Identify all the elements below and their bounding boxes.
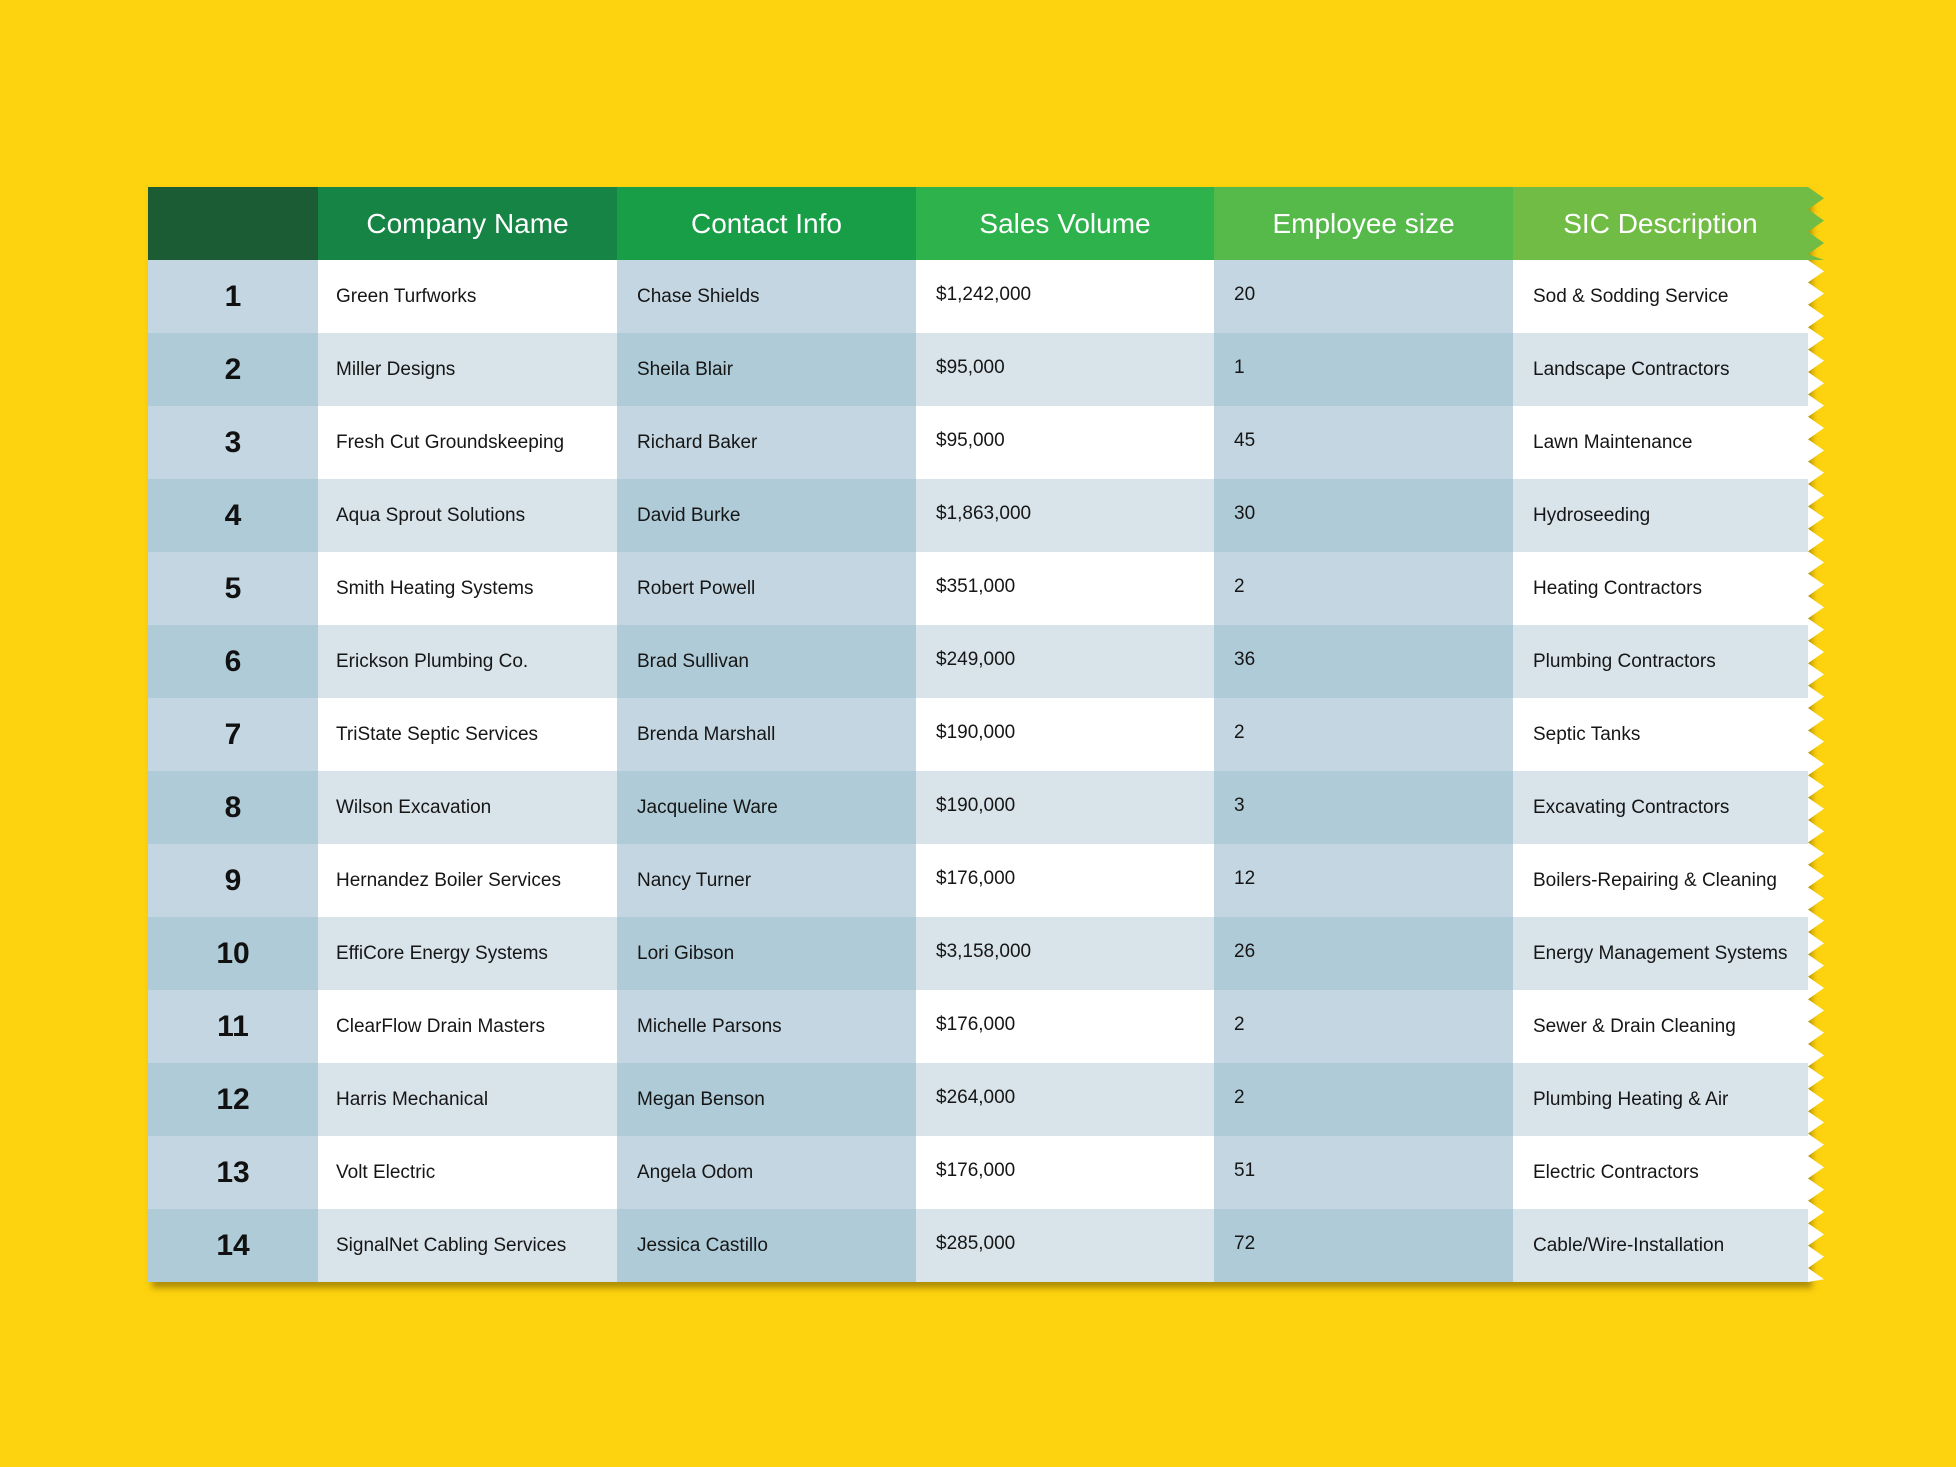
table-row[interactable] (148, 625, 1808, 698)
company-name: TriState Septic Services (318, 698, 617, 771)
row-number: 6 (148, 625, 318, 698)
row-number: 3 (148, 406, 318, 479)
company-name: Aqua Sprout Solutions (318, 479, 617, 552)
table-row[interactable] (148, 479, 1808, 552)
business-listings-table (148, 187, 1808, 1282)
contact-name: Robert Powell (617, 552, 916, 625)
row-number: 8 (148, 771, 318, 844)
sic-description: Landscape Contractors (1513, 333, 1808, 406)
contact-name: Brad Sullivan (617, 625, 916, 698)
employee-size: 30 (1214, 479, 1513, 552)
row-number: 1 (148, 260, 318, 333)
header-contact-info[interactable]: Contact Info (617, 187, 916, 260)
table-row[interactable] (148, 1209, 1808, 1282)
header-employee-size[interactable]: Employee size (1214, 187, 1513, 260)
sic-description: Plumbing Heating & Air (1513, 1063, 1808, 1136)
employee-size: 12 (1214, 844, 1513, 917)
company-name: Wilson Excavation (318, 771, 617, 844)
employee-size: 2 (1214, 1063, 1513, 1136)
sales-volume: $1,242,000 (916, 260, 1214, 333)
header-sic-description[interactable]: SIC Description (1513, 187, 1808, 260)
company-name: SignalNet Cabling Services (318, 1209, 617, 1282)
employee-size: 2 (1214, 552, 1513, 625)
contact-name: Lori Gibson (617, 917, 916, 990)
row-number: 12 (148, 1063, 318, 1136)
sales-volume: $190,000 (916, 698, 1214, 771)
company-name: Hernandez Boiler Services (318, 844, 617, 917)
row-number: 10 (148, 917, 318, 990)
table-row[interactable] (148, 917, 1808, 990)
sales-volume: $176,000 (916, 1136, 1214, 1209)
sales-volume: $190,000 (916, 771, 1214, 844)
sales-volume: $95,000 (916, 406, 1214, 479)
sales-volume: $264,000 (916, 1063, 1214, 1136)
row-number: 14 (148, 1209, 318, 1282)
contact-name: Angela Odom (617, 1136, 916, 1209)
contact-name: Sheila Blair (617, 333, 916, 406)
employee-size: 3 (1214, 771, 1513, 844)
employee-size: 51 (1214, 1136, 1513, 1209)
table-row[interactable] (148, 333, 1808, 406)
company-name: Green Turfworks (318, 260, 617, 333)
row-number: 2 (148, 333, 318, 406)
sic-description: Cable/Wire-Installation (1513, 1209, 1808, 1282)
sic-description: Plumbing Contractors (1513, 625, 1808, 698)
employee-size: 26 (1214, 917, 1513, 990)
table-row[interactable] (148, 771, 1808, 844)
table-body (148, 260, 1808, 1282)
sales-volume: $176,000 (916, 844, 1214, 917)
company-name: EffiCore Energy Systems (318, 917, 617, 990)
company-name: Erickson Plumbing Co. (318, 625, 617, 698)
company-name: Miller Designs (318, 333, 617, 406)
contact-name: Richard Baker (617, 406, 916, 479)
employee-size: 2 (1214, 698, 1513, 771)
contact-name: Michelle Parsons (617, 990, 916, 1063)
header-company-name[interactable]: Company Name (318, 187, 617, 260)
row-number: 5 (148, 552, 318, 625)
company-name: Fresh Cut Groundskeeping (318, 406, 617, 479)
sic-description: Boilers-Repairing & Cleaning (1513, 844, 1808, 917)
company-name: ClearFlow Drain Masters (318, 990, 617, 1063)
employee-size: 45 (1214, 406, 1513, 479)
row-number: 11 (148, 990, 318, 1063)
sales-volume: $1,863,000 (916, 479, 1214, 552)
company-name: Harris Mechanical (318, 1063, 617, 1136)
table-row[interactable] (148, 260, 1808, 333)
zigzag-edge (1808, 187, 1830, 1282)
header-sales-volume[interactable]: Sales Volume (916, 187, 1214, 260)
table-row[interactable] (148, 1063, 1808, 1136)
company-name: Volt Electric (318, 1136, 617, 1209)
row-number: 13 (148, 1136, 318, 1209)
sales-volume: $249,000 (916, 625, 1214, 698)
sic-description: Sod & Sodding Service (1513, 260, 1808, 333)
sales-volume: $3,158,000 (916, 917, 1214, 990)
row-number: 7 (148, 698, 318, 771)
sales-volume: $176,000 (916, 990, 1214, 1063)
sic-description: Lawn Maintenance (1513, 406, 1808, 479)
sic-description: Sewer & Drain Cleaning (1513, 990, 1808, 1063)
sic-description: Energy Management Systems (1513, 917, 1808, 990)
sic-description: Septic Tanks (1513, 698, 1808, 771)
table-row[interactable] (148, 552, 1808, 625)
contact-name: Brenda Marshall (617, 698, 916, 771)
table-row[interactable] (148, 990, 1808, 1063)
contact-name: Jessica Castillo (617, 1209, 916, 1282)
contact-name: Nancy Turner (617, 844, 916, 917)
row-number: 4 (148, 479, 318, 552)
employee-size: 1 (1214, 333, 1513, 406)
employee-size: 20 (1214, 260, 1513, 333)
table-row[interactable] (148, 844, 1808, 917)
sales-volume: $95,000 (916, 333, 1214, 406)
employee-size: 72 (1214, 1209, 1513, 1282)
employee-size: 2 (1214, 990, 1513, 1063)
table-row[interactable] (148, 698, 1808, 771)
sic-description: Excavating Contractors (1513, 771, 1808, 844)
sic-description: Heating Contractors (1513, 552, 1808, 625)
contact-name: David Burke (617, 479, 916, 552)
sic-description: Electric Contractors (1513, 1136, 1808, 1209)
contact-name: Jacqueline Ware (617, 771, 916, 844)
employee-size: 36 (1214, 625, 1513, 698)
contact-name: Chase Shields (617, 260, 916, 333)
sales-volume: $285,000 (916, 1209, 1214, 1282)
table-row[interactable] (148, 406, 1808, 479)
table-row[interactable] (148, 1136, 1808, 1209)
sales-volume: $351,000 (916, 552, 1214, 625)
row-number: 9 (148, 844, 318, 917)
contact-name: Megan Benson (617, 1063, 916, 1136)
sic-description: Hydroseeding (1513, 479, 1808, 552)
table-header-row (148, 187, 1808, 260)
company-name: Smith Heating Systems (318, 552, 617, 625)
header-index (148, 187, 318, 260)
